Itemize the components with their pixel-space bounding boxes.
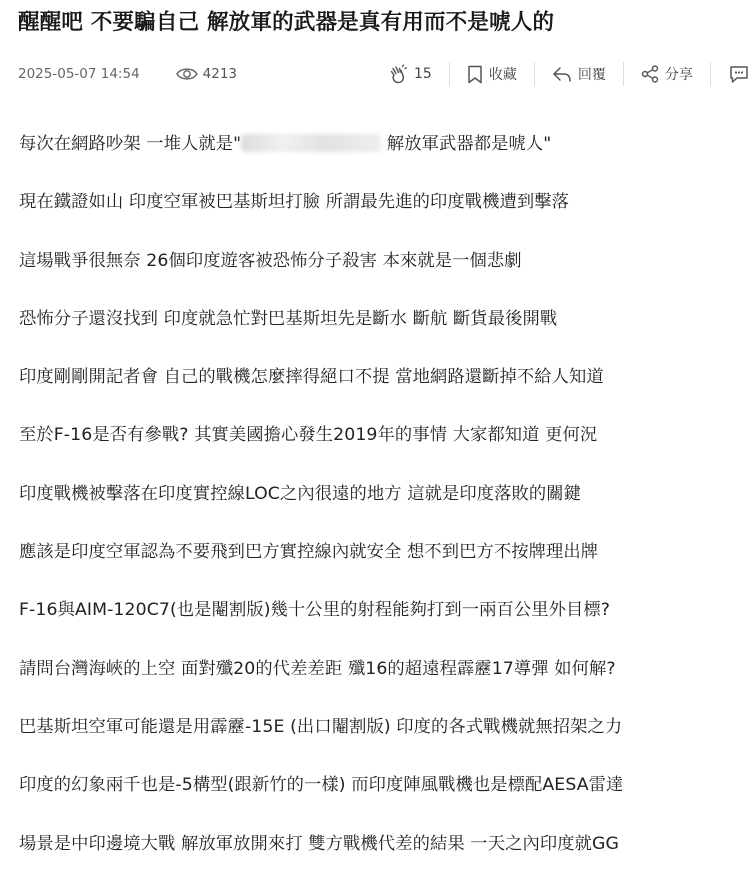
article-body <box>19 128 754 886</box>
body-line: 請問台灣海峽的上空 面對殲20的代差差距 殲16的超遠程霹靂17導彈 如何解? <box>19 658 616 679</box>
article-meta-bar <box>18 60 756 88</box>
reply-icon <box>552 66 572 83</box>
clap-icon <box>388 64 408 84</box>
reply-button[interactable] <box>552 64 606 84</box>
article-actions <box>388 60 756 88</box>
share-icon <box>641 65 659 83</box>
bookmark-icon <box>467 65 483 84</box>
reply-label: 回覆 <box>577 67 606 83</box>
like-count: 15 <box>414 66 432 82</box>
comment-button[interactable] <box>728 64 756 84</box>
eye-icon <box>176 67 198 81</box>
body-line: F-16與AIM-120C7(也是閹割版)幾十公里的射程能夠打到一兩百公里外目標? <box>19 600 611 621</box>
view-count <box>176 66 237 82</box>
body-line <box>19 128 754 186</box>
body-line: 這場戰爭很無奈 26個印度遊客被恐怖分子殺害 本來就是一個悲劇 <box>19 250 522 271</box>
body-line: 現在鐵證如山 印度空軍被巴基斯坦打臉 所謂最先進的印度戰機遭到擊落 <box>19 192 570 213</box>
body-line: 場景是中印邊境大戰 解放軍放開來打 雙方戰機代差的結果 一天之內印度就GG <box>19 833 619 854</box>
view-count-value: 4213 <box>202 66 238 82</box>
body-line: 巴基斯坦空軍可能還是用霹靂-15E (出口閹割版) 印度的各式戰機就無招架之力 <box>19 716 623 737</box>
body-line: 應該是印度空軍認為不要飛到巴方實控線內就安全 想不到巴方不按牌理出牌 <box>19 542 599 563</box>
body-line: 印度剛剛開記者會 自己的戰機怎麼摔得絕口不提 當地網路還斷掉不給人知道 <box>19 367 604 388</box>
body-line: 印度的幻象兩千也是-5構型(跟新竹的一樣) 而印度陣風戰機也是標配AESA雷達 <box>19 775 624 796</box>
body-line-1-end: 解放軍武器都是唬人" <box>381 134 552 154</box>
body-line: 恐怖分子還沒找到 印度就急忙對巴基斯坦先是斷水 斷航 斷貨最後開戰 <box>19 308 558 329</box>
share-label: 分享 <box>664 67 693 83</box>
action-divider <box>534 62 535 86</box>
body-line: 印度戰機被擊落在印度實控線LOC之內很遠的地方 這就是印度落敗的關鍵 <box>19 483 582 504</box>
action-divider <box>623 62 624 86</box>
action-divider <box>710 62 711 86</box>
share-button[interactable] <box>641 64 693 84</box>
like-button[interactable] <box>388 64 432 84</box>
body-line: 至於F-16是否有參戰? 其實美國擔心發生2019年的事情 大家都知道 更何況 <box>19 425 598 446</box>
action-divider <box>449 62 450 86</box>
article-title: 醒醒吧 不要騙自己 解放軍的武器是真有用而不是唬人的 <box>18 10 555 35</box>
redacted-text <box>241 134 381 152</box>
favorite-label: 收藏 <box>488 67 517 83</box>
post-date: 2025-05-07 14:54 <box>18 66 140 82</box>
body-line-1-start: 每次在網路吵架 一堆人就是" <box>19 134 242 154</box>
favorite-button[interactable] <box>467 64 517 84</box>
chat-bubble-icon <box>728 64 750 84</box>
